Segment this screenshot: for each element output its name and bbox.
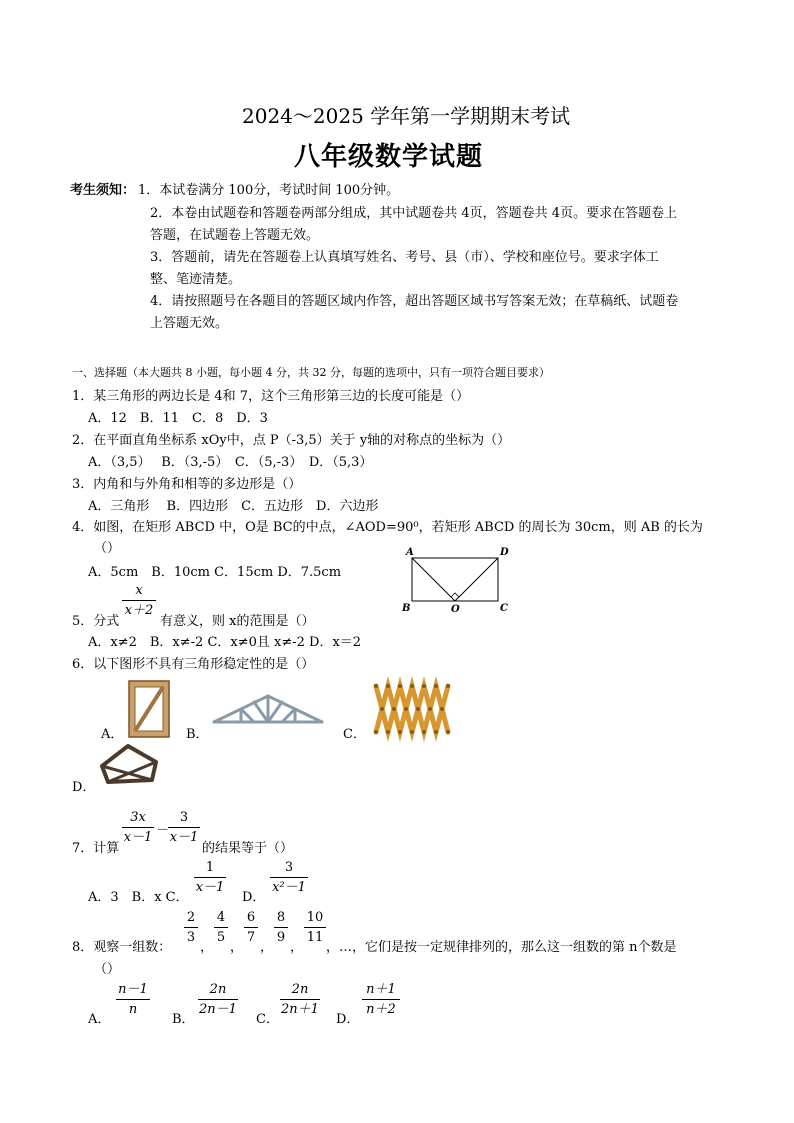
q8-option-b-label: B．	[172, 1012, 195, 1027]
q6-option-d-label: D．	[72, 780, 96, 795]
q8-seq-5-num: 10	[306, 910, 324, 925]
q7-minus: －	[156, 823, 170, 838]
q7-fraction-1	[122, 810, 154, 845]
notice-item-3: 3．答题前，请先在答题卷上认真填写姓名、考号、县（市）、学校和座位号。要求字体工	[150, 250, 659, 265]
q8-seq-4-den: 9	[276, 930, 286, 945]
triangle-frame-image	[96, 740, 162, 786]
q4-stem-paren: （）	[94, 541, 121, 556]
q8-sep-3: ，	[260, 940, 274, 955]
q5-prefix: 5．分式	[72, 614, 120, 629]
q8-od-num: n＋1	[366, 982, 396, 997]
q8-sep-2: ，	[230, 940, 244, 955]
q8-prefix: 8．观察一组数：	[72, 940, 172, 955]
q7-f2-num: 3	[179, 810, 189, 825]
paper-title: 八年级数学试题	[294, 142, 484, 172]
notice-item-2-cont: 答题，在试题卷上答题无效。	[150, 228, 320, 243]
q7-od-num: 3	[284, 860, 294, 875]
q5-frac-num: x	[135, 583, 143, 598]
expandable-lattice-image	[370, 678, 454, 740]
q8-seq-3-num: 6	[246, 910, 256, 925]
q8-seq-2-num: 4	[216, 910, 226, 925]
q1-stem: 1．某三角形的两边长是 4和 7，这个三角形第三边的长度可能是（）	[72, 389, 470, 404]
q8-seq-1	[184, 910, 198, 945]
q8-od-den: n＋2	[366, 1002, 396, 1017]
q8-sep-4: ，	[290, 940, 304, 955]
q6-option-c-label: C．	[343, 727, 366, 742]
window-frame-image	[126, 678, 172, 740]
q8-ob-den: 2n－1	[199, 1002, 237, 1017]
q8-oa-num: n－1	[118, 982, 148, 997]
q7-od-den: x²－1	[272, 880, 306, 895]
label-a: A	[406, 547, 414, 558]
q5-options: A．x≠2 B．x≠-2 C．x≠0且 x≠-2 D．x＝2	[88, 635, 362, 650]
q8-seq-3-den: 7	[246, 930, 256, 945]
q8-ob-num: 2n	[209, 982, 227, 997]
q8-seq-1-num: 2	[186, 910, 196, 925]
q8-suffix: ，…，它们是按一定规律排列的，那么这一组数的第 n个数是	[326, 940, 677, 955]
q7-oc-den: x－1	[195, 880, 225, 895]
notice-item-2: 2．本卷由试题卷和答题卷两部分组成，其中试题卷共 4页，答题卷共 4页。要求在答题卷上	[150, 206, 678, 221]
q6-option-b-label: B．	[186, 727, 209, 742]
q8-oc-den: 2n＋1	[281, 1002, 319, 1017]
q7-f1-den: x－1	[123, 830, 153, 845]
q7-options-ab: A．3 B．x C．	[88, 890, 189, 905]
q2-options: A．（3,5） B．（3,-5） C．（5,-3） D．（5,3）	[88, 455, 373, 470]
label-o: O	[451, 604, 460, 615]
q8-option-c-label: C．	[256, 1012, 279, 1027]
q4-options: A．5cm B．10cm C．15cm D．7.5cm	[88, 565, 342, 580]
q8-seq-2-den: 5	[216, 930, 226, 945]
q8-option-a-label: A．	[88, 1012, 111, 1027]
q8-option-b-fraction	[198, 982, 238, 1017]
q8-seq-2	[214, 910, 228, 945]
q8-oc-num: 2n	[291, 982, 309, 997]
q8-sep-1: ，	[200, 940, 214, 955]
q8-seq-5-den: 11	[306, 930, 324, 945]
q8-seq-4	[274, 910, 288, 945]
q7-fraction-2	[168, 810, 200, 845]
roof-truss-image	[210, 690, 326, 730]
section-heading: 一、选择题（本大题共 8 小题，每小题 4 分，共 32 分，每题的选项中，只有一项符合题目要求）	[72, 366, 550, 379]
notice-item-1: 1．本试卷满分 100分，考试时间 100分钟。	[138, 183, 400, 198]
q6-option-a-label: A．	[101, 727, 124, 742]
q8-option-a-fraction	[116, 982, 150, 1017]
q8-option-d-label: D．	[336, 1012, 360, 1027]
q2-stem: 2．在平面直角坐标系 xOy中，点 P（-3,5）关于 y轴的对称点的坐标为（）	[72, 433, 511, 448]
notice-item-4: 4．请按照题号在各题目的答题区域内作答，超出答题区域书写答案无效；在草稿纸、试题卷	[150, 294, 679, 309]
label-c: C	[500, 603, 508, 614]
q8-stem-paren: （）	[94, 962, 121, 977]
q5-fraction	[122, 583, 156, 618]
label-d: D	[500, 547, 509, 558]
q7-option-c-fraction	[194, 860, 226, 895]
q8-option-d-fraction	[362, 982, 400, 1017]
q7-option-d-fraction	[270, 860, 308, 895]
exam-title: 2024～2025 学年第一学期期末考试	[242, 104, 571, 128]
q7-oc-num: 1	[205, 860, 215, 875]
notice-label: 考生须知：	[70, 183, 136, 198]
q7-f1-num: 3x	[130, 810, 146, 825]
q3-stem: 3．内角和与外角和相等的多边形是（）	[72, 477, 302, 492]
q5-frac-den: x＋2	[124, 603, 154, 618]
q7-f2-den: x－1	[169, 830, 199, 845]
q7-option-d-label: D．	[242, 890, 266, 905]
q4-stem: 4．如图，在矩形 ABCD 中，O是 BC的中点，∠AOD=90⁰，若矩形 ABCD 的周长为 30cm，则 AB 的长为	[72, 520, 703, 535]
q7-prefix: 7．计算	[72, 841, 120, 856]
q8-seq-3	[244, 910, 258, 945]
q6-stem: 6．以下图形不具有三角形稳定性的是（）	[72, 657, 315, 672]
q7-suffix: 的结果等于（）	[202, 841, 294, 856]
q5-suffix: 有意义，则 x的范围是（）	[160, 614, 315, 629]
q1-options: A．12 B．11 C．8 D．3	[88, 411, 268, 426]
q8-seq-5	[304, 910, 326, 945]
notice-item-3-cont: 整、笔迹清楚。	[150, 272, 242, 287]
label-b: B	[402, 603, 411, 614]
q8-seq-4-num: 8	[276, 910, 286, 925]
q3-options: A．三角形 B．四边形 C．五边形 D．六边形	[88, 499, 379, 514]
q8-option-c-fraction	[280, 982, 320, 1017]
q8-oa-den: n	[128, 1002, 138, 1017]
q8-seq-1-den: 3	[186, 930, 196, 945]
notice-item-4-cont: 上答题无效。	[150, 316, 229, 331]
rectangle-abcd-figure	[400, 545, 515, 615]
